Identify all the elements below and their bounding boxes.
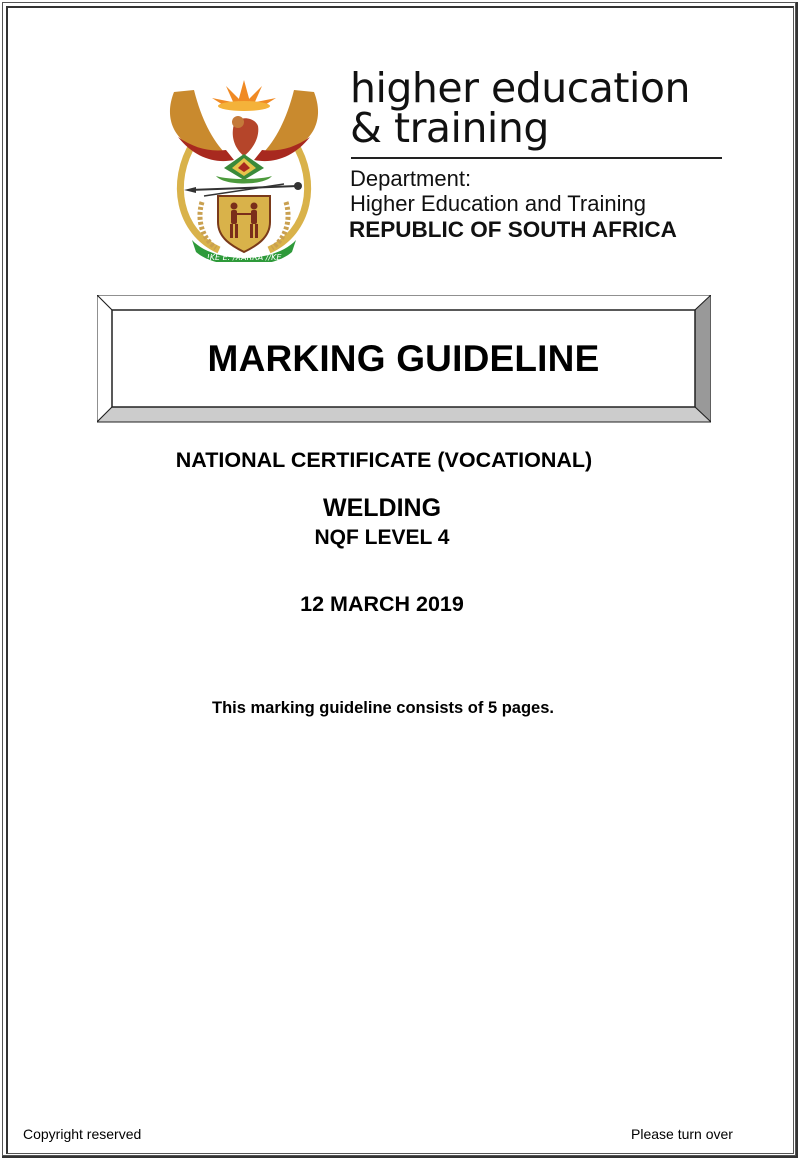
page-count-note: This marking guideline consists of 5 pages. xyxy=(212,699,554,717)
brand-title xyxy=(350,64,690,152)
brand-line-1: higher education xyxy=(350,64,690,112)
department-name: Higher Education and Training xyxy=(350,191,646,216)
department-label: Department: xyxy=(350,166,472,191)
nqf-level: NQF LEVEL 4 xyxy=(314,526,450,549)
exam-date: 12 MARCH 2019 xyxy=(300,592,464,616)
brand-divider xyxy=(351,157,722,159)
brand-line-2: & training xyxy=(350,104,549,152)
document-title: MARKING GUIDELINE xyxy=(207,337,600,379)
subject-name: WELDING xyxy=(322,494,442,522)
coat-of-arms-icon xyxy=(164,72,324,262)
svg-text:!KE E: /XARRA //KE: !KE E: /XARRA //KE xyxy=(206,253,282,262)
footer-copyright: Copyright reserved xyxy=(23,1126,142,1142)
footer-turn-over: Please turn over xyxy=(631,1126,733,1142)
certificate-name: NATIONAL CERTIFICATE (VOCATIONAL) xyxy=(175,448,593,472)
country-name: REPUBLIC OF SOUTH AFRICA xyxy=(349,217,677,242)
